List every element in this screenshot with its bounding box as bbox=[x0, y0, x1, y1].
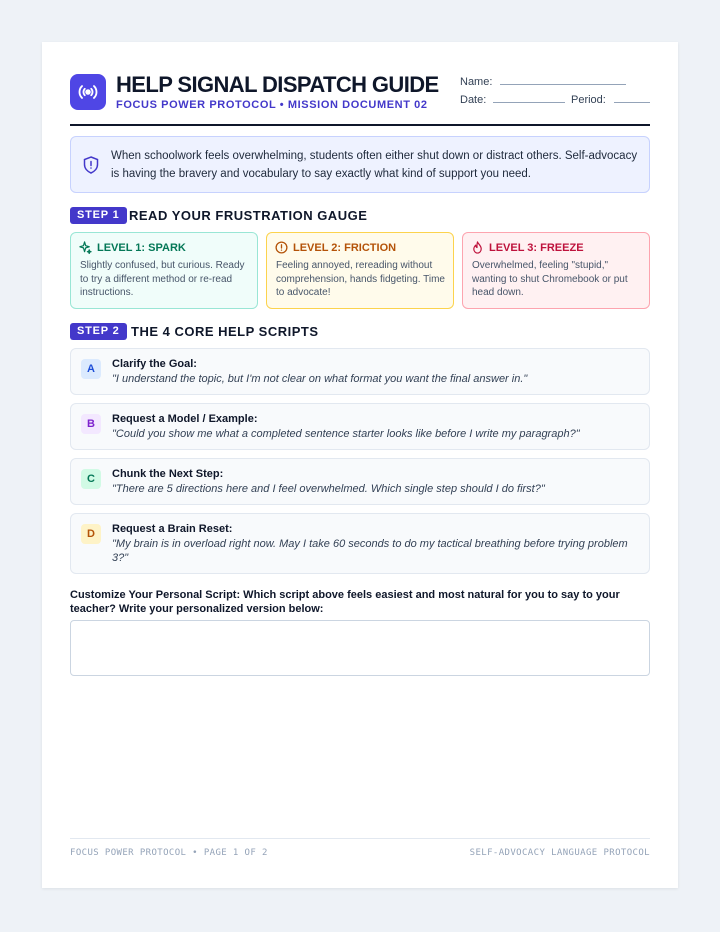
step-1-title: READ YOUR FRUSTRATION GAUGE bbox=[129, 208, 368, 223]
alert-circle-icon bbox=[275, 241, 288, 254]
script-card-c bbox=[70, 458, 650, 505]
step-2-badge: STEP 2 bbox=[70, 323, 127, 340]
script-letter-d: D bbox=[81, 524, 101, 544]
footer-divider bbox=[70, 838, 650, 839]
level-2-description: Feeling annoyed, rereading without comprehension, hands fidgeting. Time to advocate! bbox=[276, 260, 445, 298]
script-card-d bbox=[70, 513, 650, 574]
header bbox=[70, 72, 650, 126]
level-2-title: LEVEL 2: FRICTION bbox=[293, 241, 397, 254]
name-label: Name: bbox=[460, 76, 493, 88]
footer-left: FOCUS POWER PROTOCOL • PAGE 1 OF 2 bbox=[70, 848, 268, 858]
level-1-description: Slightly confused, but curious. Ready to try a different method or re-read instructions. bbox=[80, 260, 245, 298]
level-3-title: LEVEL 3: FREEZE bbox=[489, 241, 584, 254]
footer-right: SELF-ADVOCACY LANGUAGE PROTOCOL bbox=[469, 848, 650, 858]
script-card-b bbox=[70, 403, 650, 450]
signal-broadcast-icon bbox=[70, 74, 106, 110]
script-letter-a: A bbox=[81, 359, 101, 379]
script-d-quote: "My brain is in overload right now. May I take 60 seconds to do my tactical breathing before trying problem 3?" bbox=[112, 538, 628, 564]
script-card-a bbox=[70, 348, 650, 395]
intro-callout bbox=[70, 136, 650, 193]
page-title: HELP SIGNAL DISPATCH GUIDE bbox=[116, 72, 439, 97]
script-b-quote: "Could you show me what a completed sentence starter looks like before I write my paragraph?" bbox=[112, 428, 580, 440]
flame-icon bbox=[471, 241, 484, 254]
script-c-quote: "There are 5 directions here and I feel overwhelmed. Which single step should I do first?" bbox=[112, 483, 545, 495]
header-divider bbox=[70, 124, 650, 126]
page-subtitle: FOCUS POWER PROTOCOL • MISSION DOCUMENT 02 bbox=[116, 99, 428, 111]
intro-text: When schoolwork feels overwhelming, students often either shut down or distract others. Self-advocacy is having the bravery and vocabulary to say exactly what kind of support you need. bbox=[111, 150, 638, 180]
step-1-badge: STEP 1 bbox=[70, 207, 127, 224]
level-card-spark bbox=[70, 232, 258, 309]
script-letter-b: B bbox=[81, 414, 101, 434]
shield-icon bbox=[83, 156, 99, 174]
script-a-title: Clarify the Goal: bbox=[112, 358, 197, 370]
script-d-title: Request a Brain Reset: bbox=[112, 523, 233, 535]
script-letter-c: C bbox=[81, 469, 101, 489]
level-card-freeze bbox=[462, 232, 650, 309]
sparkle-icon bbox=[79, 241, 92, 254]
level-3-description: Overwhelmed, feeling "stupid," wanting to shut Chromebook or put head down. bbox=[472, 260, 628, 298]
worksheet-page bbox=[42, 42, 678, 888]
period-field[interactable] bbox=[614, 102, 650, 103]
level-card-friction bbox=[266, 232, 454, 309]
personal-script-answer-box[interactable] bbox=[70, 620, 650, 676]
script-c-title: Chunk the Next Step: bbox=[112, 468, 224, 480]
name-field[interactable] bbox=[500, 84, 626, 85]
script-b-title: Request a Model / Example: bbox=[112, 413, 258, 425]
level-1-title: LEVEL 1: SPARK bbox=[97, 241, 186, 254]
period-label: Period: bbox=[571, 94, 606, 106]
script-a-quote: "I understand the topic, but I'm not clear on what format you want the final answer in." bbox=[112, 373, 528, 385]
date-label: Date: bbox=[460, 94, 487, 106]
customize-prompt: Customize Your Personal Script: Which script above feels easiest and most natural for you to say to your teacher? Write your personalized version below: bbox=[70, 589, 620, 615]
step-2-title: THE 4 CORE HELP SCRIPTS bbox=[131, 324, 319, 339]
date-field[interactable] bbox=[493, 102, 565, 103]
